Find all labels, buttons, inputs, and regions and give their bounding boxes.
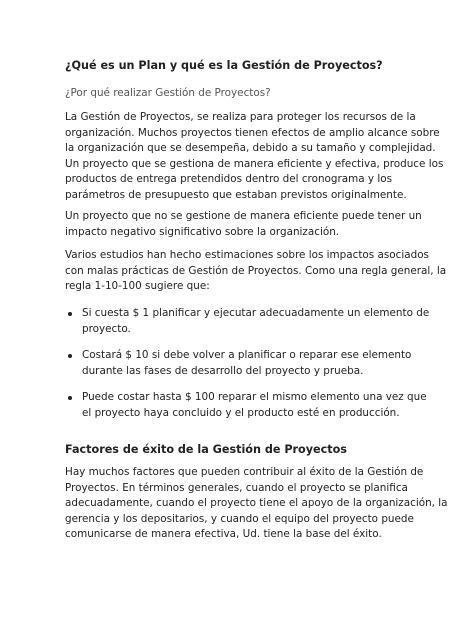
paragraph-success-factors (65, 465, 448, 543)
paragraph-line: La Gestión de Proyectos, se realiza para proteger los recursos de la (65, 111, 416, 123)
paragraph-line: Proyectos. En términos generales, cuando el proyecto se planifica (65, 481, 408, 494)
paragraph-line: comunicarse de manera efectiva, Ud. tiene la base del éxito. (65, 528, 382, 541)
bullet-line: Costará $ 10 si debe volver a planificar o reparar ese elemento (82, 349, 412, 361)
bullet-marker (68, 396, 72, 400)
page-subtitle: ¿Por qué realizar Gestión de Proyectos? (65, 87, 271, 99)
paragraph-line: Un proyecto que se gestiona de manera eficiente y efectiva, produce los (65, 157, 444, 170)
paragraph-line: Un proyecto que no se gestione de manera eficiente puede tener un (65, 210, 422, 222)
bullet-line: Si cuesta $ 1 planificar y ejecutar adecuadamente un elemento de (82, 307, 430, 319)
bullet-text (82, 348, 411, 379)
page-title: ¿Qué es un Plan y qué es la Gestión de Proyectos? (65, 59, 383, 72)
bullet-line: Puede costar hasta $ 100 reparar el mismo elemento una vez que (82, 391, 427, 403)
bullet-text (82, 306, 429, 337)
paragraph-intro (65, 110, 443, 204)
bullet-line: el proyecto haya concluido y el producto esté en producción. (82, 406, 400, 419)
bullet-line: durante las fases de desarrollo del proyecto y prueba. (82, 364, 364, 377)
paragraph-line: organización. Muchos proyectos tienen efectos de amplio alcance sobre (65, 126, 440, 139)
bullet-text (82, 390, 427, 421)
bullet-line: proyecto. (82, 322, 131, 335)
bullet-marker (68, 354, 72, 358)
paragraph-line: con malas prácticas de Gestión de Proyectos. Como una regla general, la (65, 264, 447, 277)
section-heading: Factores de éxito de la Gestión de Proyectos (65, 443, 347, 456)
paragraph-line: impacto negativo significativo sobre la organización. (65, 225, 340, 238)
paragraph-line: Varios estudios han hecho estimaciones sobre los impactos asociados (65, 249, 429, 261)
paragraph-line: la organización que se desempeña, debido a su tamaño y complejidad. (65, 142, 436, 155)
paragraph-line: regla 1-10-100 sugiere que: (65, 280, 210, 293)
paragraph-studies (65, 248, 446, 295)
paragraph-line: productos de entrega pretendidos dentro del cronograma y los (65, 173, 393, 186)
paragraph-impact (65, 209, 422, 240)
paragraph-line: parámetros de presupuesto que estaban previstos originalmente. (65, 188, 407, 201)
paragraph-line: Hay muchos factores que pueden contribuir al éxito de la Gestión de (65, 466, 424, 478)
bullet-marker (68, 312, 72, 316)
paragraph-line: adecuadamente, cuando el proyecto tiene el apoyo de la organización, la (65, 497, 448, 510)
paragraph-line: gerencia y los depositarios, y cuando el equipo del proyecto puede (65, 512, 414, 525)
